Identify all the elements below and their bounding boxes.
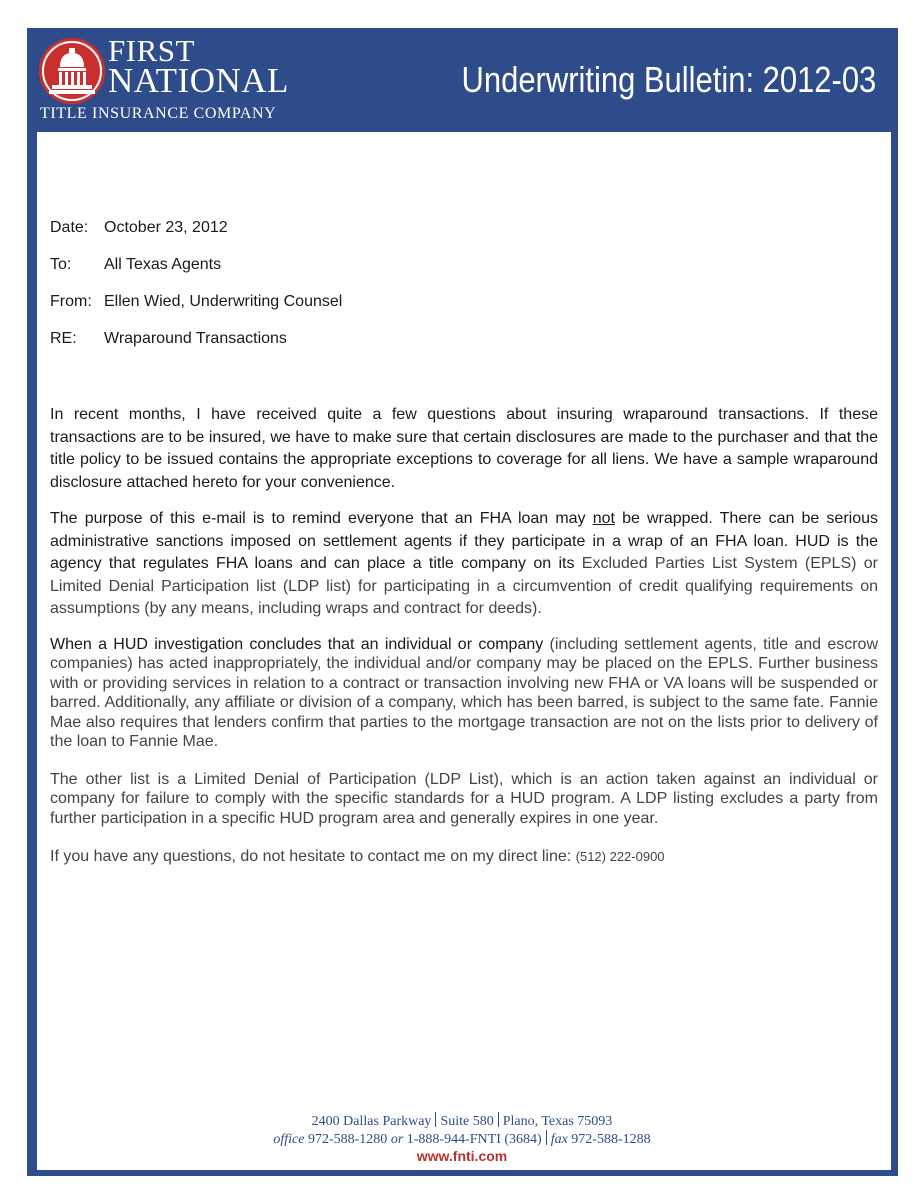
or-label: or: [390, 1132, 404, 1147]
address-street: 2400 Dallas Parkway: [311, 1114, 432, 1129]
to-value: All Texas Agents: [104, 256, 222, 273]
paragraph-fha: [50, 508, 878, 621]
logo-national: NATIONAL: [108, 61, 289, 100]
paragraph-hud: [50, 635, 878, 752]
paragraph-fha-part2: be wrapped. There can be serious administrative sanctions imposed on settlement agents if they participate in a wrap of an FHA loan. HUD is the agency that regulates FHA loans and can place a title company on its: [50, 510, 878, 572]
toll-free-phone: 1-888-944-FNTI (3684): [406, 1132, 542, 1147]
date-label: Date:: [50, 219, 89, 236]
re-value: Wraparound Transactions: [104, 330, 287, 347]
office-phone: 972-588-1280: [307, 1132, 388, 1147]
emphasis-not: not: [592, 510, 615, 527]
bulletin-body: [50, 404, 878, 883]
paragraph-ldp: The other list is a Limited Denial of Participation (LDP List), which is an action taken against an individual or company for failure to comply with the specific standards for a HUD program. A LDP listing excludes a party from further participation in a specific HUD program area and generally expires in one year.: [50, 770, 878, 827]
logo-subtitle: TITLE INSURANCE COMPANY: [40, 105, 277, 122]
bulletin-title: Underwriting Bulletin: 2012-03: [461, 59, 876, 100]
date-value: October 23, 2012: [104, 219, 228, 236]
memo-from-row: [50, 292, 342, 329]
company-logo: [38, 33, 298, 127]
fax-number: 972-588-1288: [571, 1132, 651, 1147]
to-label: To:: [50, 256, 72, 273]
contact-text: If you have any questions, do not hesitate to contact me on my direct line:: [50, 848, 576, 865]
address-suite: Suite 580: [440, 1114, 494, 1129]
memo-to-row: [50, 255, 342, 292]
logo-first: FIRST: [108, 33, 195, 68]
footer-address: [0, 1112, 924, 1131]
footer-separator: [498, 1112, 499, 1127]
from-value: Ellen Wied, Underwriting Counsel: [104, 293, 343, 310]
memo-date-row: [50, 218, 342, 255]
footer-separator: [435, 1112, 436, 1127]
footer-website[interactable]: www.fnti.com: [416, 1148, 508, 1164]
fax-label: fax: [550, 1132, 568, 1147]
capitol-seal-icon: [38, 37, 106, 105]
direct-phone: (512) 222-0900: [575, 849, 665, 864]
paragraph-fha-part1: The purpose of this e-mail is to remind everyone that an FHA loan may: [50, 510, 593, 527]
from-label: From:: [50, 293, 92, 310]
paragraph-contact: [50, 846, 878, 869]
re-label: RE:: [50, 330, 77, 347]
paragraph-fha-part3: Excluded Parties List System (EPLS) or Limited Denial Participation list (LDP list) for participating in a circumvention of credit qualifying requirements on assumptions (by any means, including wraps and contract for deeds).: [50, 555, 878, 617]
paragraph-hud-part1: When a HUD investigation concludes that an individual or company: [50, 635, 550, 653]
memo-header: [50, 218, 342, 366]
office-label: office: [273, 1132, 305, 1147]
paragraph-hud-part2: (including settlement agents, title and escrow companies) has acted inappropriately, the individual and/or company may be placed on the EPLS. Further business with or providing services in relation to a contract or transaction involving new FHA or VA loans will be suspended or barred. Additionally, any affiliate or division of a company, which has been barred, is subject to the same fate. Fannie Mae also requires that lenders confirm that parties to the mortgage transaction are not on the lists prior to delivery of the loan to Fannie Mae.: [50, 635, 879, 750]
address-city: Plano, Texas 75093: [502, 1114, 613, 1129]
memo-re-row: [50, 329, 342, 366]
footer-separator: [546, 1130, 547, 1145]
paragraph-intro: In recent months, I have received quite a few questions about insuring wraparound transactions. If these transactions are to be insured, we have to make sure that certain disclosures are made to the purchaser and that the title policy to be issued contains the appropriate exceptions to coverage for all liens. We have a sample wraparound disclosure attached hereto for your convenience.: [50, 406, 878, 491]
